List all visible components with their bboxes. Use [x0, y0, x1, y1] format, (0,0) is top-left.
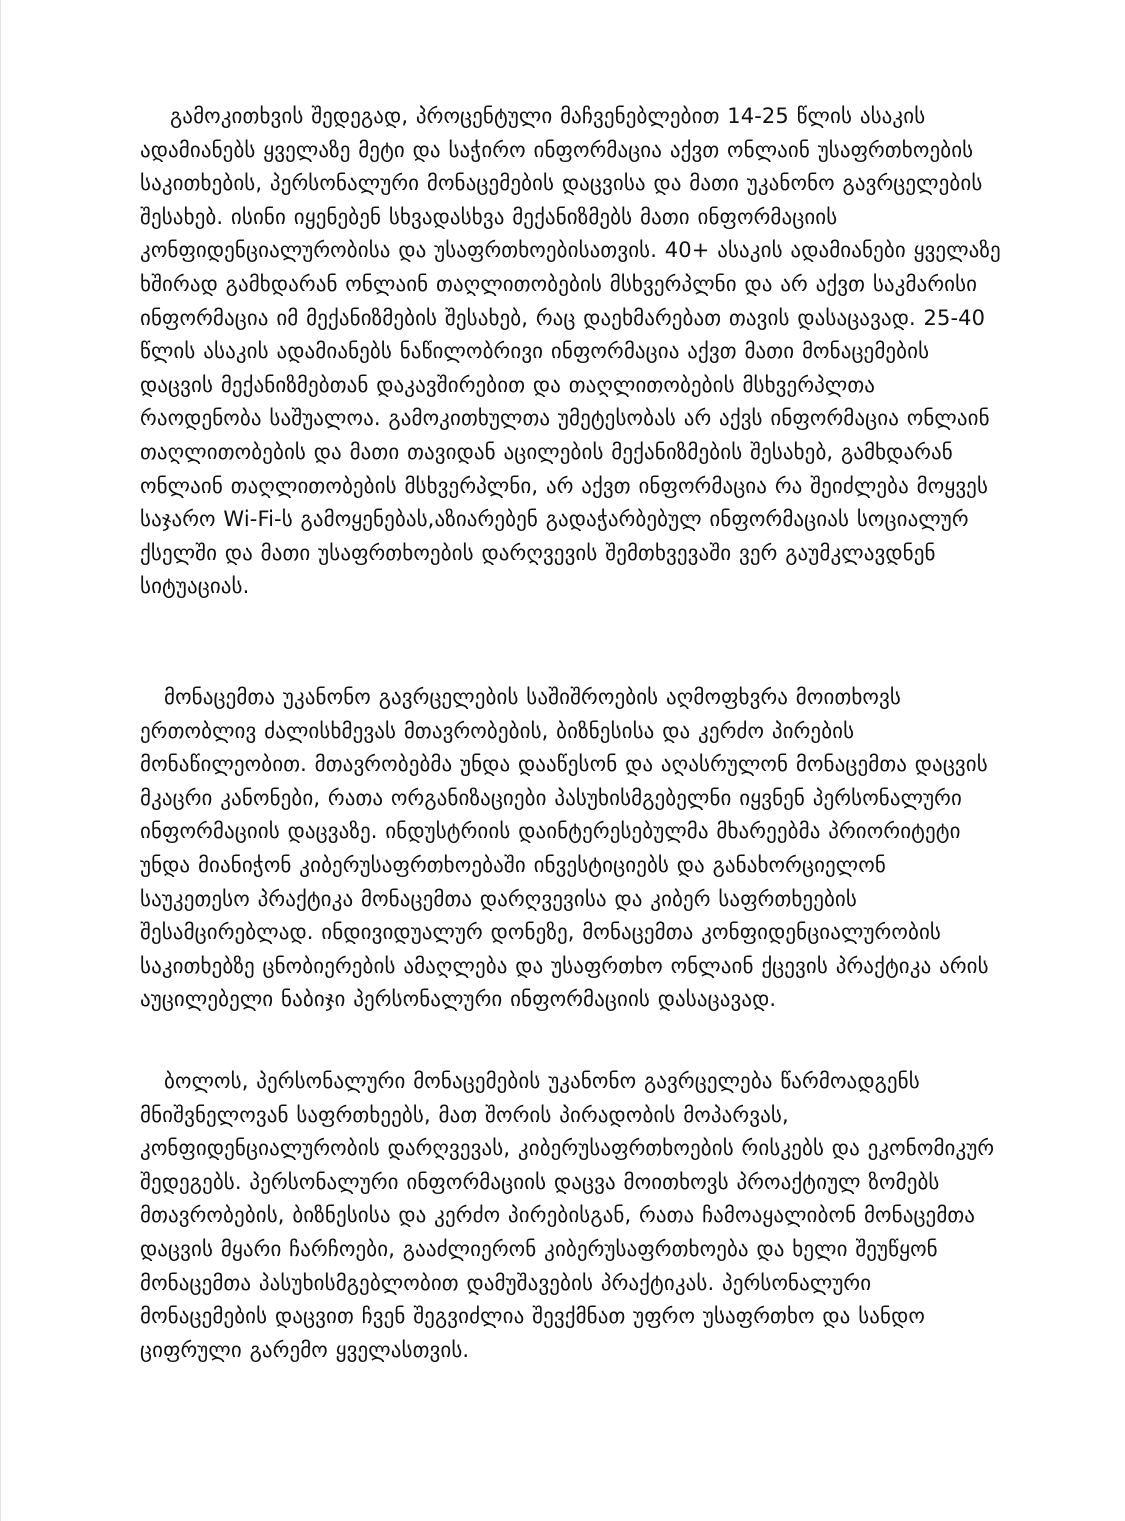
- paragraph-data-protection-measures: მონაცემთა უკანონო გავრცელების საშიშროების აღმოფხვრა მოითხოვს ერთობლივ ძალისხმევას მთავრობების, ბიზნესისა და კერძო პირების მონაწილეობით. მთავრობებმა უნდა დააწესონ და აღასრულონ მონაცემთა დაცვის მკაცრი კანონები, რათა ორგანიზაციები პასუხისმგებელნი იყვნენ პერსონალური ინფორმაციის დაცვაზე. ინდუსტრიის დაინტერესებულმა მხარეებმა პრიორიტეტი უნდა მიანიჭონ კიბერუსაფრთხოებაში ინვესტიციებს და განახორციელონ საუკეთესო პრაქტიკა მონაცემთა დარღვევისა და კიბერ საფრთხეების შესამცირებლად. ინდივიდუალურ დონეზე, მონაცემთა კონფიდენციალურობის საკითხებზე ცნობიერების ამაღლება და უსაფრთხო ონლაინ ქცევის პრაქტიკა არის აუცილებელი ნაბიჯი პერსონალური ინფორმაციის დასაცავად.: [140, 685, 989, 1012]
- paragraph-survey-results: გამოკითხვის შედეგად, პროცენტული მაჩვენებლებით 14-25 წლის ასაკის ადამიანებს ყველაზე მეტი და საჭირო ინფორმაცია აქვთ ონლაინ უსაფრთხოების საკითხების, პერსონალური მონაცემების დაცვისა და მათი უკანონო გავრცელების შესახებ. ისინი იყენებენ სხვადასხვა მექანიზმებს მათი ინფორმაციის კონფიდენციალურობისა და უსაფრთხოებისათვის. 40+ ასაკის ადამიანები ყველაზე ხშირად გამხდარან ონლაინ თაღლითობების მსხვერპლნი და არ აქვთ საკმარისი ინფორმაცია იმ მექანიზმების შესახებ, რაც დაეხმარებათ თავის დასაცავად. 25-40 წლის ასაკის ადამიანებს ნაწილობრივი ინფორმაცია აქვთ მათი მონაცემების დაცვის მექანიზმებთან დაკავშირებით და თაღლითობების მსხვერპლთა რაოდენობა საშუალოა. გამოკითხულთა უმეტესობას არ აქვს ინფორმაცია ონლაინ თაღლითობების და მათი თავიდან აცილების მექანიზმების შესახებ, გამხდარან ონლაინ თაღლითობების მსხვერპლნი, არ აქვთ ინფორმაცია რა შეიძლება მოყვეს საჯარო Wi-Fi-ს გამოყენებას,აზიარებენ გადაჭარბებულ ინფორმაციას სოციალურ ქსელში და მათი უსაფრთხოების დარღვევის შემთხვევაში ვერ გაუმკლავდნენ სიტუაციას.: [140, 104, 1001, 599]
- paragraph-conclusion: ბოლოს, პერსონალური მონაცემების უკანონო გავრცელება წარმოადგენს მნიშვნელოვან საფრთხეებს, მათ შორის პირადობის მოპარვას, კონფიდენციალურობის დარღვევას, კიბერუსაფრთხოების რისკებს და ეკონომიკურ შედეგებს. პერსონალური ინფორმაციის დაცვა მოითხოვს პროაქტიულ ზომებს მთავრობების, ბიზნესისა და კერძო პირებისგან, რათა ჩამოაყალიბონ მონაცემთა დაცვის მყარი ჩარჩოები, გააძლიერონ კიბერუსაფრთხოება და ხელი შეუწყონ მონაცემთა პასუხისმგებლობით დამუშავების პრაქტიკას. პერსონალური მონაცემების დაცვით ჩვენ შეგვიძლია შევქმნათ უფრო უსაფრთხო და სანდო ციფრული გარემო ყველასთვის.: [140, 1069, 995, 1362]
